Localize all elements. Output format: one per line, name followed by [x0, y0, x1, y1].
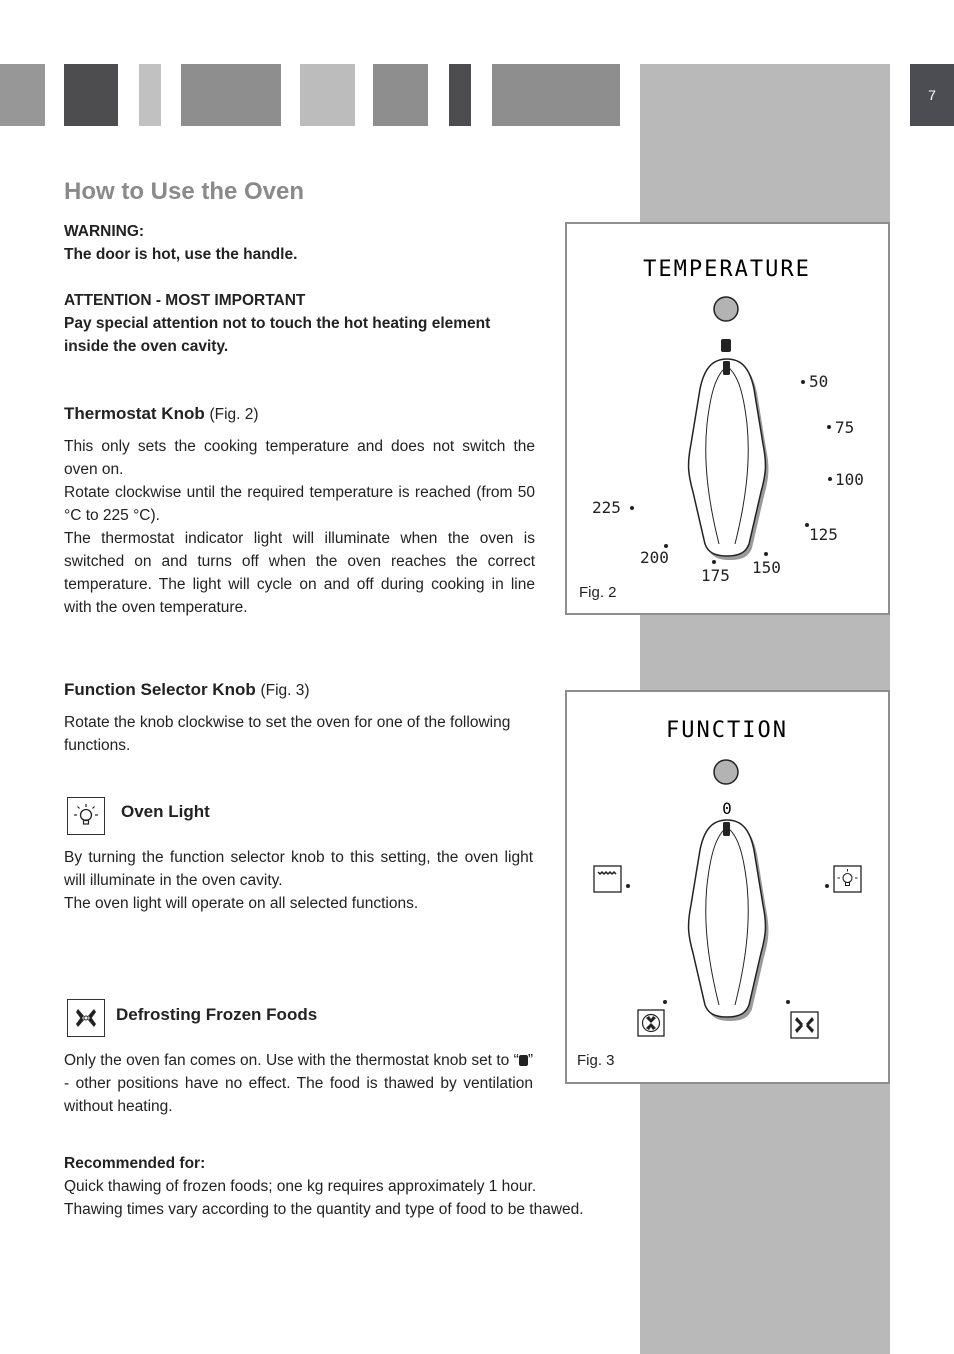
knob-pointer [723, 361, 730, 375]
attention-text: Pay special attention not to touch the hot heating element inside the oven cavity. [64, 315, 491, 355]
scale-dot [786, 1000, 790, 1004]
oven-light-heading: Oven Light [121, 802, 210, 821]
thermostat-heading [64, 404, 259, 424]
thermostat-fig-ref: (Fig. 2) [209, 406, 259, 423]
scale-dot [827, 425, 831, 429]
header-band [492, 64, 620, 126]
function-selector-heading-label: Function Selector Knob [64, 680, 256, 699]
temp-label-50: 50 [809, 372, 829, 391]
recommended-label: Recommended for: [64, 1155, 206, 1172]
header-band [139, 64, 161, 126]
temp-label-175: 175 [701, 566, 730, 585]
page-number: 7 [910, 64, 954, 126]
function-selector-heading [64, 680, 310, 700]
temp-label-225: 225 [592, 498, 621, 517]
attention-block [64, 289, 535, 358]
oven-light-paragraph: By turning the function selector knob to this setting, the oven light will illuminate in the oven cavity. [64, 849, 533, 889]
temp-label-75: 75 [835, 418, 855, 437]
thermostat-heading-label: Thermostat Knob [64, 404, 205, 423]
defrost-text-after: ” - other positions have no effect. The food is thawed by ventilation without heating. [64, 1052, 533, 1115]
light-bulb-icon [67, 797, 105, 835]
defrost-text-before: Only the oven fan comes on. Use with the thermostat knob set to “ [64, 1052, 519, 1069]
figure-2-caption: Fig. 2 [579, 584, 617, 601]
thermostat-paragraph: The thermostat indicator light will illuminate when the oven is switched on and turns off when the oven reaches the correct temperature. The light will cycle on and off during cooking in line with the oven temperature. [64, 530, 535, 616]
fan-only-symbol [519, 1055, 528, 1066]
header-band [181, 64, 281, 126]
temp-label-200: 200 [640, 548, 669, 567]
recommended-line: Thawing times vary according to the quantity and type of food to be thawed. [64, 1201, 584, 1218]
scale-dot [663, 1000, 667, 1004]
scale-dot [630, 506, 634, 510]
scale-dot [801, 380, 805, 384]
thermostat-paragraph: Rotate clockwise until the required temperature is reached (from 50 °C to 225 °C). [64, 484, 535, 524]
fan-icon [67, 999, 105, 1037]
scale-dot [712, 560, 716, 564]
function-indicator-light [714, 760, 738, 784]
thermostat-indicator-light [714, 297, 738, 321]
header-band [0, 64, 45, 126]
figure-3-caption: Fig. 3 [577, 1052, 615, 1069]
page-title: How to Use the Oven [64, 178, 305, 205]
header-band [373, 64, 428, 126]
warning-text: The door is hot, use the handle. [64, 246, 298, 263]
temp-label-100: 100 [835, 470, 864, 489]
recommended-block [64, 1152, 634, 1221]
figure-2-temperature-panel [565, 222, 890, 615]
warning-label: WARNING: [64, 223, 145, 240]
function-panel-title: FUNCTION [666, 718, 788, 743]
function-selector-fig-ref: (Fig. 3) [260, 682, 310, 699]
defrost-heading: Defrosting Frozen Foods [116, 1005, 318, 1024]
temp-label-150: 150 [752, 558, 781, 577]
scale-dot [626, 884, 630, 888]
temp-label-125: 125 [809, 525, 838, 544]
thermostat-paragraph: This only sets the cooking temperature and does not switch the oven on. [64, 438, 535, 478]
recommended-line: Quick thawing of frozen foods; one kg requires approximately 1 hour. [64, 1178, 537, 1195]
fan-heat-icon [638, 1010, 664, 1036]
defrost-description [64, 1049, 533, 1118]
figure-3-function-panel [565, 690, 890, 1084]
grill-icon [594, 866, 621, 892]
function-selector-knob[interactable] [689, 820, 769, 1021]
knob-pointer [723, 822, 730, 836]
header-band [64, 64, 118, 126]
header-band [300, 64, 355, 126]
scale-dot [828, 477, 832, 481]
off-position-label: 0 [722, 799, 732, 818]
scale-dot [764, 552, 768, 556]
attention-label: ATTENTION - MOST IMPORTANT [64, 292, 306, 309]
fan-icon [791, 1012, 818, 1038]
warning-block [64, 220, 535, 266]
thermostat-description [64, 435, 535, 619]
fan-only-mark [721, 339, 731, 352]
temperature-panel-title: TEMPERATURE [643, 257, 811, 282]
oven-light-description [64, 846, 533, 915]
scale-dot [825, 884, 829, 888]
oven-light-paragraph: The oven light will operate on all selected functions. [64, 895, 419, 912]
light-bulb-icon [834, 866, 861, 892]
function-selector-description: Rotate the knob clockwise to set the oven for one of the following functions. [64, 714, 511, 754]
temperature-knob[interactable] [689, 359, 769, 560]
header-band [449, 64, 471, 126]
